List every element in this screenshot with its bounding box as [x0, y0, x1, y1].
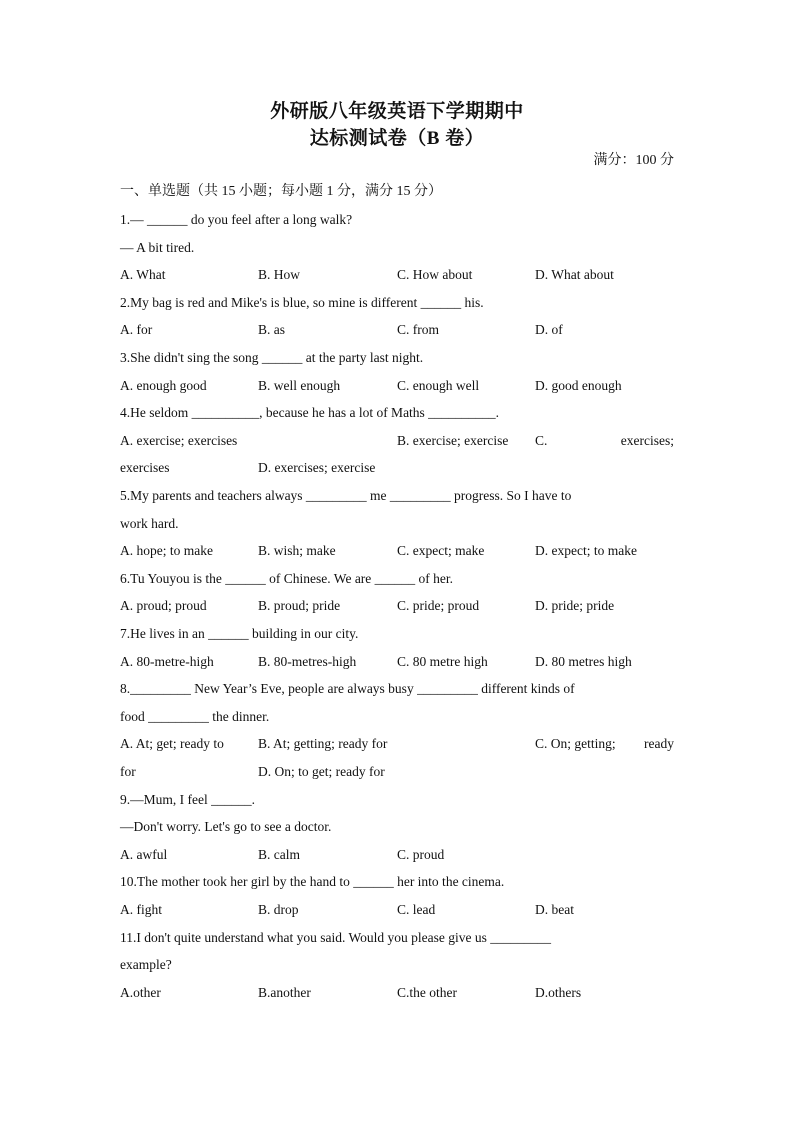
option-c: C.the other: [397, 985, 457, 1000]
question-stem: 7.He lives in an ______ building in our city.: [120, 626, 359, 641]
options-row: [0, 378, 794, 398]
option-d: D. pride; pride: [535, 598, 615, 613]
option-a: A. fight: [120, 902, 162, 917]
option-b: B. well enough: [258, 378, 341, 393]
exam-title-line1: 外研版八年级英语下学期期中: [270, 101, 524, 122]
option-b: B. wish; make: [258, 543, 336, 558]
option-c: C. lead: [397, 902, 436, 917]
option-c-text: exercises;: [620, 433, 674, 448]
option-b: B. proud; pride: [258, 598, 341, 613]
option-b: B.another: [258, 985, 311, 1000]
question-stem: 9.—Mum, I feel ______.: [120, 792, 255, 807]
option-c: C. On; getting;: [535, 736, 616, 751]
exam-title-line2: 达标测试卷（B 卷）: [309, 128, 485, 149]
option-a: A. enough good: [120, 378, 207, 393]
option-c-text: ready: [644, 736, 674, 751]
option-c: C. proud: [397, 847, 445, 862]
option-d: D. exercises; exercise: [258, 460, 376, 475]
question-stem: 4.He seldom __________, because he has a lot of Maths __________.: [120, 405, 500, 420]
options-row: [0, 322, 794, 342]
option-c: C. pride; proud: [397, 598, 480, 613]
section-heading: 一、单选题（共 15 小题；每小题 1 分，满分 15 分）: [120, 184, 442, 199]
option-b: B. 80-metres-high: [258, 654, 357, 669]
options-row: [0, 764, 794, 784]
question-stem: 8._________ New Year’s Eve, people are always busy _________ different kinds of: [120, 681, 575, 696]
option-d: D. On; to get; ready for: [258, 764, 385, 779]
options-row: [0, 847, 794, 867]
option-c: C. expect; make: [397, 543, 485, 558]
option-b: B. drop: [258, 902, 299, 917]
options-row: [0, 460, 794, 480]
question-reply: — A bit tired.: [120, 240, 195, 255]
options-row: [0, 543, 794, 563]
option-b: B. calm: [258, 847, 300, 862]
option-b: B. At; getting; ready for: [258, 736, 388, 751]
option-c-continued: exercises: [120, 460, 170, 475]
option-d: D. 80 metres high: [535, 654, 632, 669]
option-d: D. expect; to make: [535, 543, 637, 558]
option-a: A. 80-metre-high: [120, 654, 214, 669]
option-d: D. beat: [535, 902, 574, 917]
option-d: D. of: [535, 322, 563, 337]
options-row: [0, 736, 794, 756]
option-a: A. proud; proud: [120, 598, 207, 613]
option-a: A.other: [120, 985, 161, 1000]
question-stem-continued: example?: [120, 957, 172, 972]
option-c: C. How about: [397, 267, 473, 282]
question-stem: 3.She didn't sing the song ______ at the party last night.: [120, 350, 424, 365]
option-c: C. enough well: [397, 378, 480, 393]
option-a: A. awful: [120, 847, 168, 862]
option-c-continued: for: [120, 764, 136, 779]
question-stem-continued: work hard.: [120, 516, 179, 531]
option-b: B. as: [258, 322, 285, 337]
option-d: D. What about: [535, 267, 614, 282]
option-a: A. At; get; ready to: [120, 736, 224, 751]
option-b: B. exercise; exercise: [397, 433, 509, 448]
option-c: C. 80 metre high: [397, 654, 488, 669]
total-score: 满分：100 分: [593, 153, 674, 168]
option-a: A. What: [120, 267, 166, 282]
options-row: [0, 267, 794, 287]
options-row: [0, 598, 794, 618]
option-d: D.others: [535, 985, 582, 1000]
option-a: A. for: [120, 322, 153, 337]
option-c: C. from: [397, 322, 439, 337]
question-stem: 10.The mother took her girl by the hand to ______ her into the cinema.: [120, 874, 505, 889]
options-row: [0, 985, 794, 1005]
question-stem-continued: food _________ the dinner.: [120, 709, 270, 724]
question-stem: 6.Tu Youyou is the ______ of Chinese. We are ______ of her.: [120, 571, 454, 586]
question-reply: —Don't worry. Let's go to see a doctor.: [120, 819, 332, 834]
option-a: A. exercise; exercises: [120, 433, 238, 448]
question-stem: 5.My parents and teachers always _________ me _________ progress. So I have to: [120, 488, 572, 503]
options-row: [0, 654, 794, 674]
options-row: [0, 902, 794, 922]
options-row: [0, 433, 794, 453]
option-b: B. How: [258, 267, 301, 282]
option-a: A. hope; to make: [120, 543, 213, 558]
question-stem: 1.— ______ do you feel after a long walk?: [120, 212, 353, 227]
option-d: D. good enough: [535, 378, 622, 393]
question-stem: 2.My bag is red and Mike's is blue, so mine is different ______ his.: [120, 295, 484, 310]
question-stem: 11.I don't quite understand what you said. Would you please give us _________: [120, 930, 552, 945]
option-c-label: C.: [535, 433, 548, 448]
